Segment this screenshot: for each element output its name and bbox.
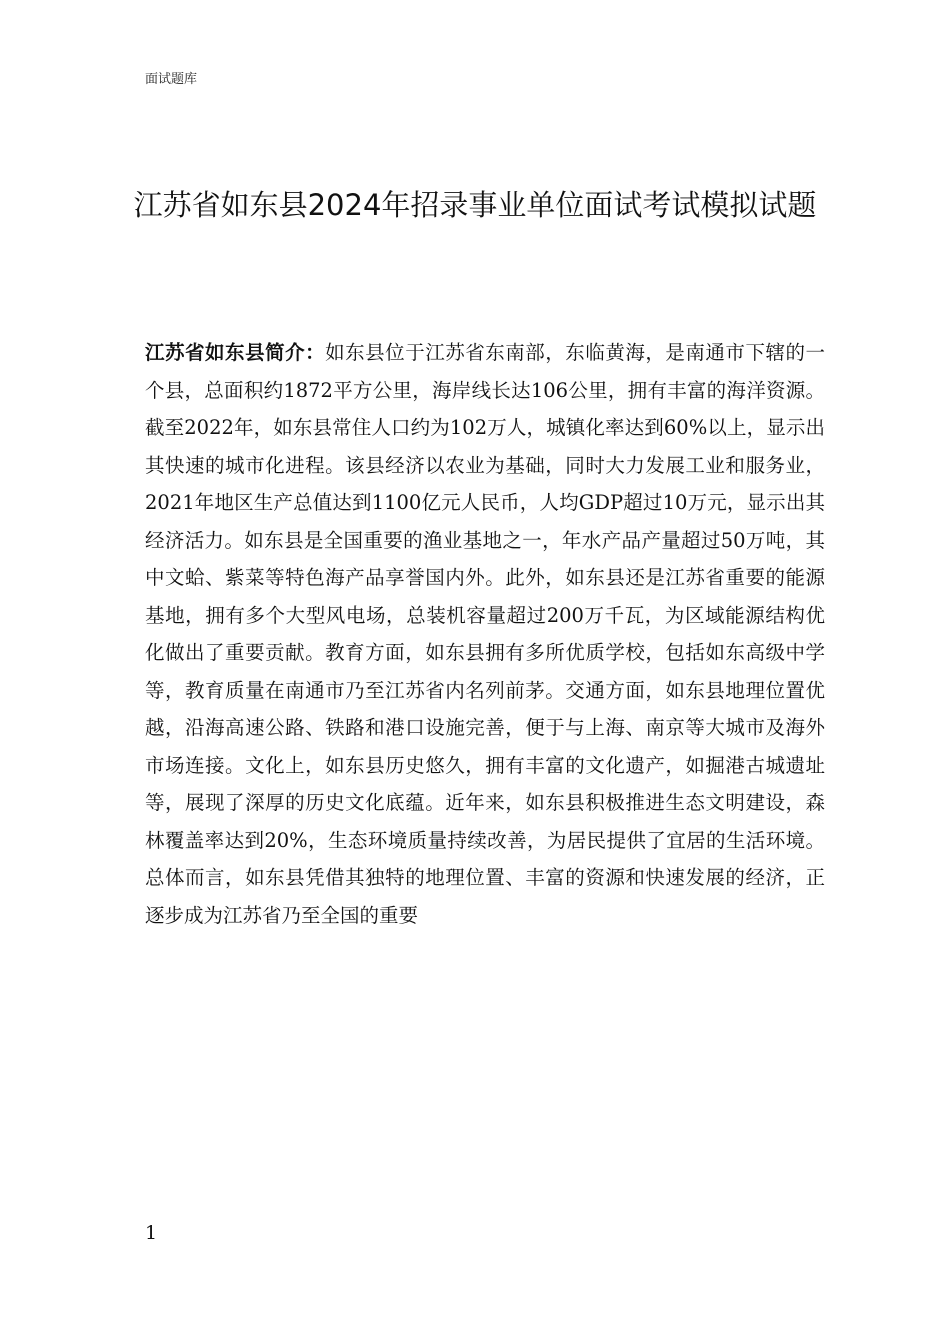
intro-text: 如东县位于江苏省东南部，东临黄海，是南通市下辖的一个县，总面积约1872平方公里，海岸线长达106公里，拥有丰富的海洋资源。截至2022年，如东县常住人口约为102万人，城镇化率达到60%以上，显示出其快速的城市化进程。该县经济以农业为基础，同时大力发展工业和服务业，2021年地区生产总值达到1100亿元人民币，人均GDP超过10万元，显示出其经济活力。如东县是全国重要的渔业基地之一，年水产品产量超过50万吨，其中文蛤、紫菜等特色海产品享誉国内外。此外，如东县还是江苏省重要的能源基地，拥有多个大型风电场，总装机容量超过200万千瓦，为区域能源结构优化做出了重要贡献。教育方面，如东县拥有多所优质学校，包括如东高级中学等，教育质量在南通市乃至江苏省内名列前茅。交通方面，如东县地理位置优越，沿海高速公路、铁路和港口设施完善，便于与上海、南京等大城市及海外市场连接。文化上，如东县历史悠久，拥有丰富的文化遗产，如掘港古城遗址等，展现了深厚的历史文化底蕴。近年来，如东县积极推进生态文明建设，森林覆盖率达到20%，生态环境质量持续改善，为居民提供了宜居的生活环境。总体而言，如东县凭借其独特的地理位置、丰富的资源和快速发展的经济，正逐步成为江苏省乃至全国的重要 [145,341,825,927]
document-body [145,334,825,934]
document-title: 江苏省如东县2024年招录事业单位面试考试模拟试题 [133,188,817,222]
page-header: 面试题库 [145,72,198,87]
intro-label: 江苏省如东县简介： [145,341,326,364]
page-number: 1 [145,1222,158,1244]
